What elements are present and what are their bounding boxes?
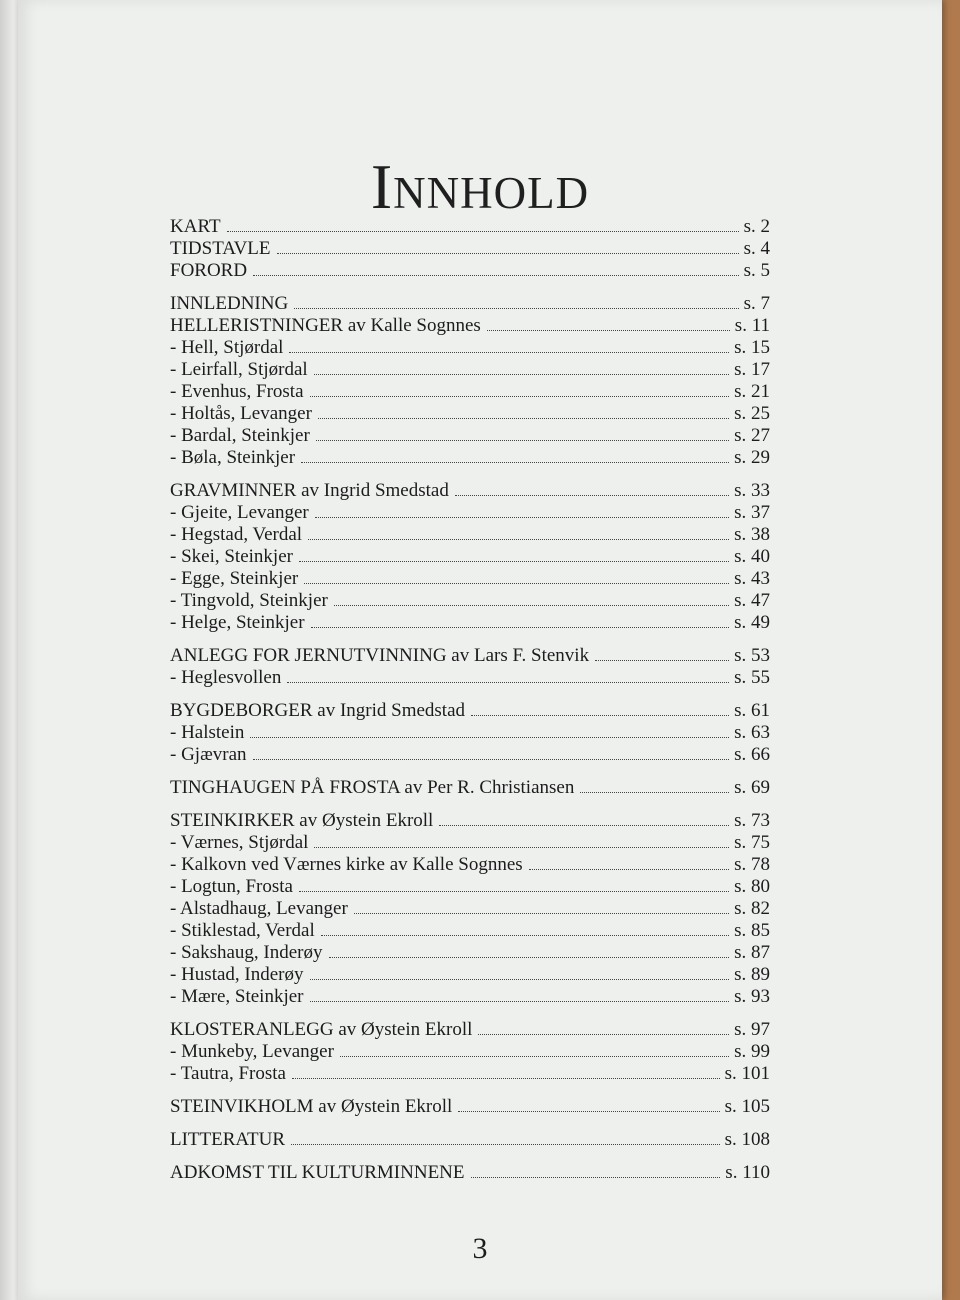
- toc-section: [170, 216, 770, 282]
- dot-leader: [292, 1078, 720, 1079]
- toc-entry: [170, 942, 770, 964]
- toc-entry-page: s. 105: [724, 1096, 770, 1117]
- toc-entry-title: - Leirfall, Stjørdal: [170, 359, 308, 380]
- book-page: [18, 0, 942, 1300]
- toc-entry-page: s. 55: [734, 667, 770, 688]
- dot-leader: [354, 913, 729, 914]
- toc-entry-title: - Logtun, Frosta: [170, 876, 293, 897]
- toc-entry-page: s. 2: [743, 216, 770, 237]
- toc-entry: [170, 777, 770, 799]
- toc-entry: [170, 876, 770, 898]
- toc-entry-page: s. 40: [734, 546, 770, 567]
- toc-entry-title: BYGDEBORGER av Ingrid Smedstad: [170, 700, 466, 721]
- toc-entry: [170, 744, 770, 766]
- toc-entry-title: GRAVMINNER av Ingrid Smedstad: [170, 480, 449, 501]
- page-number: 3: [472, 1232, 488, 1265]
- toc-entry-title: - Evenhus, Frosta: [170, 381, 304, 402]
- toc-section: [170, 645, 770, 689]
- toc-entry: [170, 447, 770, 469]
- toc-entry-title: FORORD: [170, 260, 248, 281]
- dot-leader: [595, 660, 729, 661]
- dot-leader: [478, 1034, 729, 1035]
- toc-section: [170, 293, 770, 469]
- toc-entry: [170, 612, 770, 634]
- toc-entry: [170, 568, 770, 590]
- page-title: Innhold: [370, 151, 590, 222]
- dot-leader: [250, 737, 729, 738]
- toc-entry-page: s. 21: [734, 381, 770, 402]
- dot-leader: [294, 308, 738, 309]
- toc-entry: [170, 854, 770, 876]
- toc-entry-title: - Holtås, Levanger: [170, 403, 312, 424]
- toc-entry: [170, 700, 770, 722]
- toc-entry-page: s. 43: [734, 568, 770, 589]
- toc-entry: [170, 1041, 770, 1063]
- dot-leader: [316, 440, 729, 441]
- toc-entry: [170, 260, 770, 282]
- toc-entry-title: - Skei, Steinkjer: [170, 546, 293, 567]
- toc-entry-title: - Bardal, Steinkjer: [170, 425, 310, 446]
- toc-entry-page: s. 11: [734, 315, 770, 336]
- dot-leader: [471, 715, 729, 716]
- toc-entry: [170, 986, 770, 1008]
- toc-entry-title: - Tingvold, Steinkjer: [170, 590, 328, 611]
- toc-entry-page: s. 38: [734, 524, 770, 545]
- toc-entry: [170, 337, 770, 359]
- toc-section: [170, 777, 770, 799]
- dot-leader: [439, 825, 729, 826]
- toc-entry: [170, 722, 770, 744]
- dot-leader: [253, 275, 739, 276]
- toc-entry-page: s. 29: [734, 447, 770, 468]
- toc-entry: [170, 502, 770, 524]
- toc-entry: [170, 238, 770, 260]
- toc-entry: [170, 832, 770, 854]
- dot-leader: [580, 792, 729, 793]
- toc-entry-title: - Hell, Stjørdal: [170, 337, 284, 358]
- dot-leader: [253, 759, 730, 760]
- toc-entry-title: - Stiklestad, Verdal: [170, 920, 315, 941]
- toc-entry: [170, 546, 770, 568]
- dot-leader: [311, 627, 730, 628]
- toc-entry: [170, 425, 770, 447]
- toc-entry-page: s. 66: [734, 744, 770, 765]
- dot-leader: [291, 1144, 720, 1145]
- dot-leader: [487, 330, 730, 331]
- toc-entry-title: - Sakshaug, Inderøy: [170, 942, 323, 963]
- toc-entry: [170, 315, 770, 337]
- toc-entry: [170, 898, 770, 920]
- toc-entry-title: - Halstein: [170, 722, 245, 743]
- toc-entry-title: TIDSTAVLE: [170, 238, 271, 259]
- dot-leader: [304, 583, 729, 584]
- toc-entry-page: s. 17: [734, 359, 770, 380]
- dot-leader: [340, 1056, 729, 1057]
- toc-entry: [170, 1096, 770, 1118]
- toc-entry-title: KART: [170, 216, 221, 237]
- toc-entry-title: - Heglesvollen: [170, 667, 282, 688]
- toc-entry-page: s. 101: [724, 1063, 770, 1084]
- toc-entry-page: s. 82: [734, 898, 770, 919]
- toc-entry: [170, 359, 770, 381]
- dot-leader: [318, 418, 729, 419]
- toc-entry: [170, 293, 770, 315]
- toc-entry-page: s. 7: [743, 293, 770, 314]
- toc-entry-title: - Tautra, Frosta: [170, 1063, 286, 1084]
- toc-entry-title: - Gjeite, Levanger: [170, 502, 309, 523]
- toc-entry-page: s. 53: [734, 645, 770, 666]
- toc-entry-page: s. 61: [734, 700, 770, 721]
- toc-entry: [170, 645, 770, 667]
- toc-section: [170, 1019, 770, 1085]
- toc-section: [170, 810, 770, 1008]
- dot-leader: [227, 231, 739, 232]
- toc-entry: [170, 964, 770, 986]
- toc-entry-page: s. 99: [734, 1041, 770, 1062]
- toc-entry-title: HELLERISTNINGER av Kalle Sognnes: [170, 315, 481, 336]
- toc-entry-title: - Munkeby, Levanger: [170, 1041, 334, 1062]
- toc-entry-page: s. 69: [734, 777, 770, 798]
- toc-entry: [170, 1063, 770, 1085]
- toc-entry-page: s. 85: [734, 920, 770, 941]
- toc-entry: [170, 667, 770, 689]
- toc-entry-title: ADKOMST TIL KULTURMINNENE: [170, 1162, 465, 1183]
- toc-entry-page: s. 87: [734, 942, 770, 963]
- toc-entry: [170, 1162, 770, 1184]
- toc-entry-title: TINGHAUGEN PÅ FROSTA av Per R. Christiansen: [170, 777, 575, 798]
- toc-entry-title: - Hustad, Inderøy: [170, 964, 304, 985]
- toc-entry-page: s. 80: [734, 876, 770, 897]
- dot-leader: [310, 979, 730, 980]
- toc-entry-title: - Gjævran: [170, 744, 247, 765]
- dot-leader: [308, 539, 729, 540]
- dot-leader: [301, 462, 729, 463]
- dot-leader: [329, 957, 730, 958]
- toc-entry-page: s. 5: [743, 260, 770, 281]
- toc-entry-page: s. 49: [734, 612, 770, 633]
- toc-entry-title: LITTERATUR: [170, 1129, 286, 1150]
- toc-entry: [170, 810, 770, 832]
- dot-leader: [471, 1177, 721, 1178]
- toc-entry-page: s. 4: [743, 238, 770, 259]
- dot-leader: [310, 1001, 730, 1002]
- toc-entry: [170, 524, 770, 546]
- toc-entry-title: - Værnes, Stjørdal: [170, 832, 309, 853]
- toc-entry-page: s. 110: [725, 1162, 770, 1183]
- toc-entry: [170, 381, 770, 403]
- dot-leader: [458, 1111, 719, 1112]
- toc-entry-title: - Alstadhaug, Levanger: [170, 898, 348, 919]
- toc-entry: [170, 1129, 770, 1151]
- toc-section: [170, 1129, 770, 1151]
- dot-leader: [321, 935, 729, 936]
- toc-entry: [170, 920, 770, 942]
- toc-entry: [170, 1019, 770, 1041]
- table-of-contents: [170, 216, 770, 1195]
- toc-entry-page: s. 93: [734, 986, 770, 1007]
- dot-leader: [299, 561, 729, 562]
- toc-entry-title: STEINVIKHOLM av Øystein Ekroll: [170, 1096, 453, 1117]
- toc-entry-title: - Mære, Steinkjer: [170, 986, 304, 1007]
- toc-entry-page: s. 63: [734, 722, 770, 743]
- toc-entry-page: s. 75: [734, 832, 770, 853]
- toc-entry: [170, 403, 770, 425]
- toc-entry-page: s. 27: [734, 425, 770, 446]
- toc-section: [170, 700, 770, 766]
- dot-leader: [314, 374, 729, 375]
- toc-entry-page: s. 37: [734, 502, 770, 523]
- toc-section: [170, 1162, 770, 1184]
- dot-leader: [314, 847, 729, 848]
- dot-leader: [529, 869, 729, 870]
- toc-entry-page: s. 73: [734, 810, 770, 831]
- dot-leader: [287, 682, 729, 683]
- toc-section: [170, 480, 770, 634]
- toc-entry-title: ANLEGG FOR JERNUTVINNING av Lars F. Stenvik: [170, 645, 590, 666]
- dot-leader: [315, 517, 729, 518]
- toc-section: [170, 1096, 770, 1118]
- toc-entry-title: - Egge, Steinkjer: [170, 568, 299, 589]
- toc-entry-page: s. 78: [734, 854, 770, 875]
- toc-entry-title: - Kalkovn ved Værnes kirke av Kalle Sognnes: [170, 854, 523, 875]
- toc-entry-title: INNLEDNING: [170, 293, 289, 314]
- toc-entry: [170, 480, 770, 502]
- toc-entry: [170, 216, 770, 238]
- toc-entry-title: STEINKIRKER av Øystein Ekroll: [170, 810, 434, 831]
- toc-entry-title: - Helge, Steinkjer: [170, 612, 305, 633]
- toc-entry-page: s. 108: [724, 1129, 770, 1150]
- toc-entry-page: s. 25: [734, 403, 770, 424]
- toc-entry-page: s. 89: [734, 964, 770, 985]
- dot-leader: [455, 495, 729, 496]
- dot-leader: [299, 891, 729, 892]
- toc-entry-title: - Hegstad, Verdal: [170, 524, 303, 545]
- toc-entry-title: KLOSTERANLEGG av Øystein Ekroll: [170, 1019, 473, 1040]
- toc-entry: [170, 590, 770, 612]
- toc-entry-page: s. 47: [734, 590, 770, 611]
- dot-leader: [289, 352, 729, 353]
- toc-entry-page: s. 15: [734, 337, 770, 358]
- dot-leader: [277, 253, 739, 254]
- toc-entry-title: - Bøla, Steinkjer: [170, 447, 296, 468]
- dot-leader: [334, 605, 729, 606]
- toc-entry-page: s. 97: [734, 1019, 770, 1040]
- toc-entry-page: s. 33: [734, 480, 770, 501]
- dot-leader: [310, 396, 730, 397]
